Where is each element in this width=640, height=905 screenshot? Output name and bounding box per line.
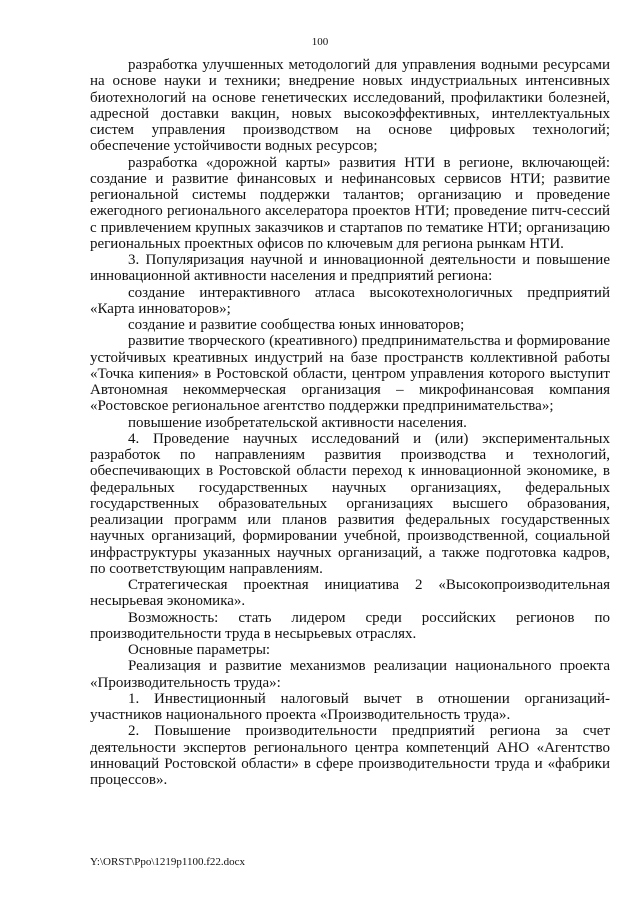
paragraph: создание интерактивного атласа высокотехнологичных предприятий «Карта инноваторов»; xyxy=(90,284,610,317)
paragraph: Реализация и развитие механизмов реализации национального проекта «Производительность труда»: xyxy=(90,658,610,691)
paragraph: Возможность: стать лидером среди российских регионов по производительности труда в несырьевых отраслях. xyxy=(90,609,610,642)
paragraph: развитие творческого (креативного) предпринимательства и формирование устойчивых креативных индустрий на базе пространств коллективной работы «Точка кипения» в Ростовской области, центром управления которого выступит Автономная некоммерческая организация – микрофинансовая компания «Ростовское региональное агентство поддержки предпринимательства»; xyxy=(90,333,610,415)
paragraph: Стратегическая проектная инициатива 2 «Высокопроизводительная несырьевая экономика». xyxy=(90,577,610,610)
paragraph: разработка «дорожной карты» развития НТИ в регионе, включающей: создание и развитие финансовых и нефинансовых сервисов НТИ; развитие региональной системы поддержки талантов; организацию и проведение ежегодного регионального акселератора проектов НТИ; проведение питч-сессий с привлечением крупных заказчиков и стартапов по тематике НТИ; организацию региональных проектных офисов по ключевым для региона рынкам НТИ. xyxy=(90,154,610,252)
document-body xyxy=(90,57,610,788)
paragraph: Основные параметры: xyxy=(128,642,271,658)
paragraph: 1. Инвестиционный налоговый вычет в отношении организаций-участников национального проекта «Производительность труда». xyxy=(90,690,610,723)
paragraph: разработка улучшенных методологий для управления водными ресурсами на основе науки и техники; внедрение новых индустриальных интенсивных биотехнологий на основе генетических исследований, профилактики болезней, адресной доставки вакцин, новых высокоэффективных, интеллектуальных систем управления производством на основе цифровых технологий; обеспечение устойчивости водных ресурсов; xyxy=(90,57,610,155)
file-path-footer: Y:\ORST\Ppo\1219p1100.f22.docx xyxy=(90,856,246,868)
paragraph: 3. Популяризация научной и инновационной деятельности и повышение инновационной активности населения и предприятий региона: xyxy=(90,252,610,285)
paragraph: 2. Повышение производительности предприятий региона за счет деятельности экспертов регионального центра компетенций АНО «Агентство инноваций Ростовской области» в сфере производительности труда и «фабрики процессов». xyxy=(90,723,610,788)
page-number: 100 xyxy=(311,36,329,48)
paragraph: создание и развитие сообщества юных инноваторов; xyxy=(128,317,465,333)
paragraph: повышение изобретательской активности населения. xyxy=(128,414,467,431)
paragraph: 4. Проведение научных исследований и (или) экспериментальных разработок по направлениям развития производства и технологий, обеспечивающих в Ростовской области переход к инновационной экономике, в федеральных государственных научных организациях, федеральных государственных образовательных организациях высшего образования, реализации программ или планов развития федеральных государственных научных организаций, формировании учебной, производственной, социальной инфраструктуры указанных научных организаций, а также подготовка кадров, по соответствующим направлениям. xyxy=(90,430,610,577)
